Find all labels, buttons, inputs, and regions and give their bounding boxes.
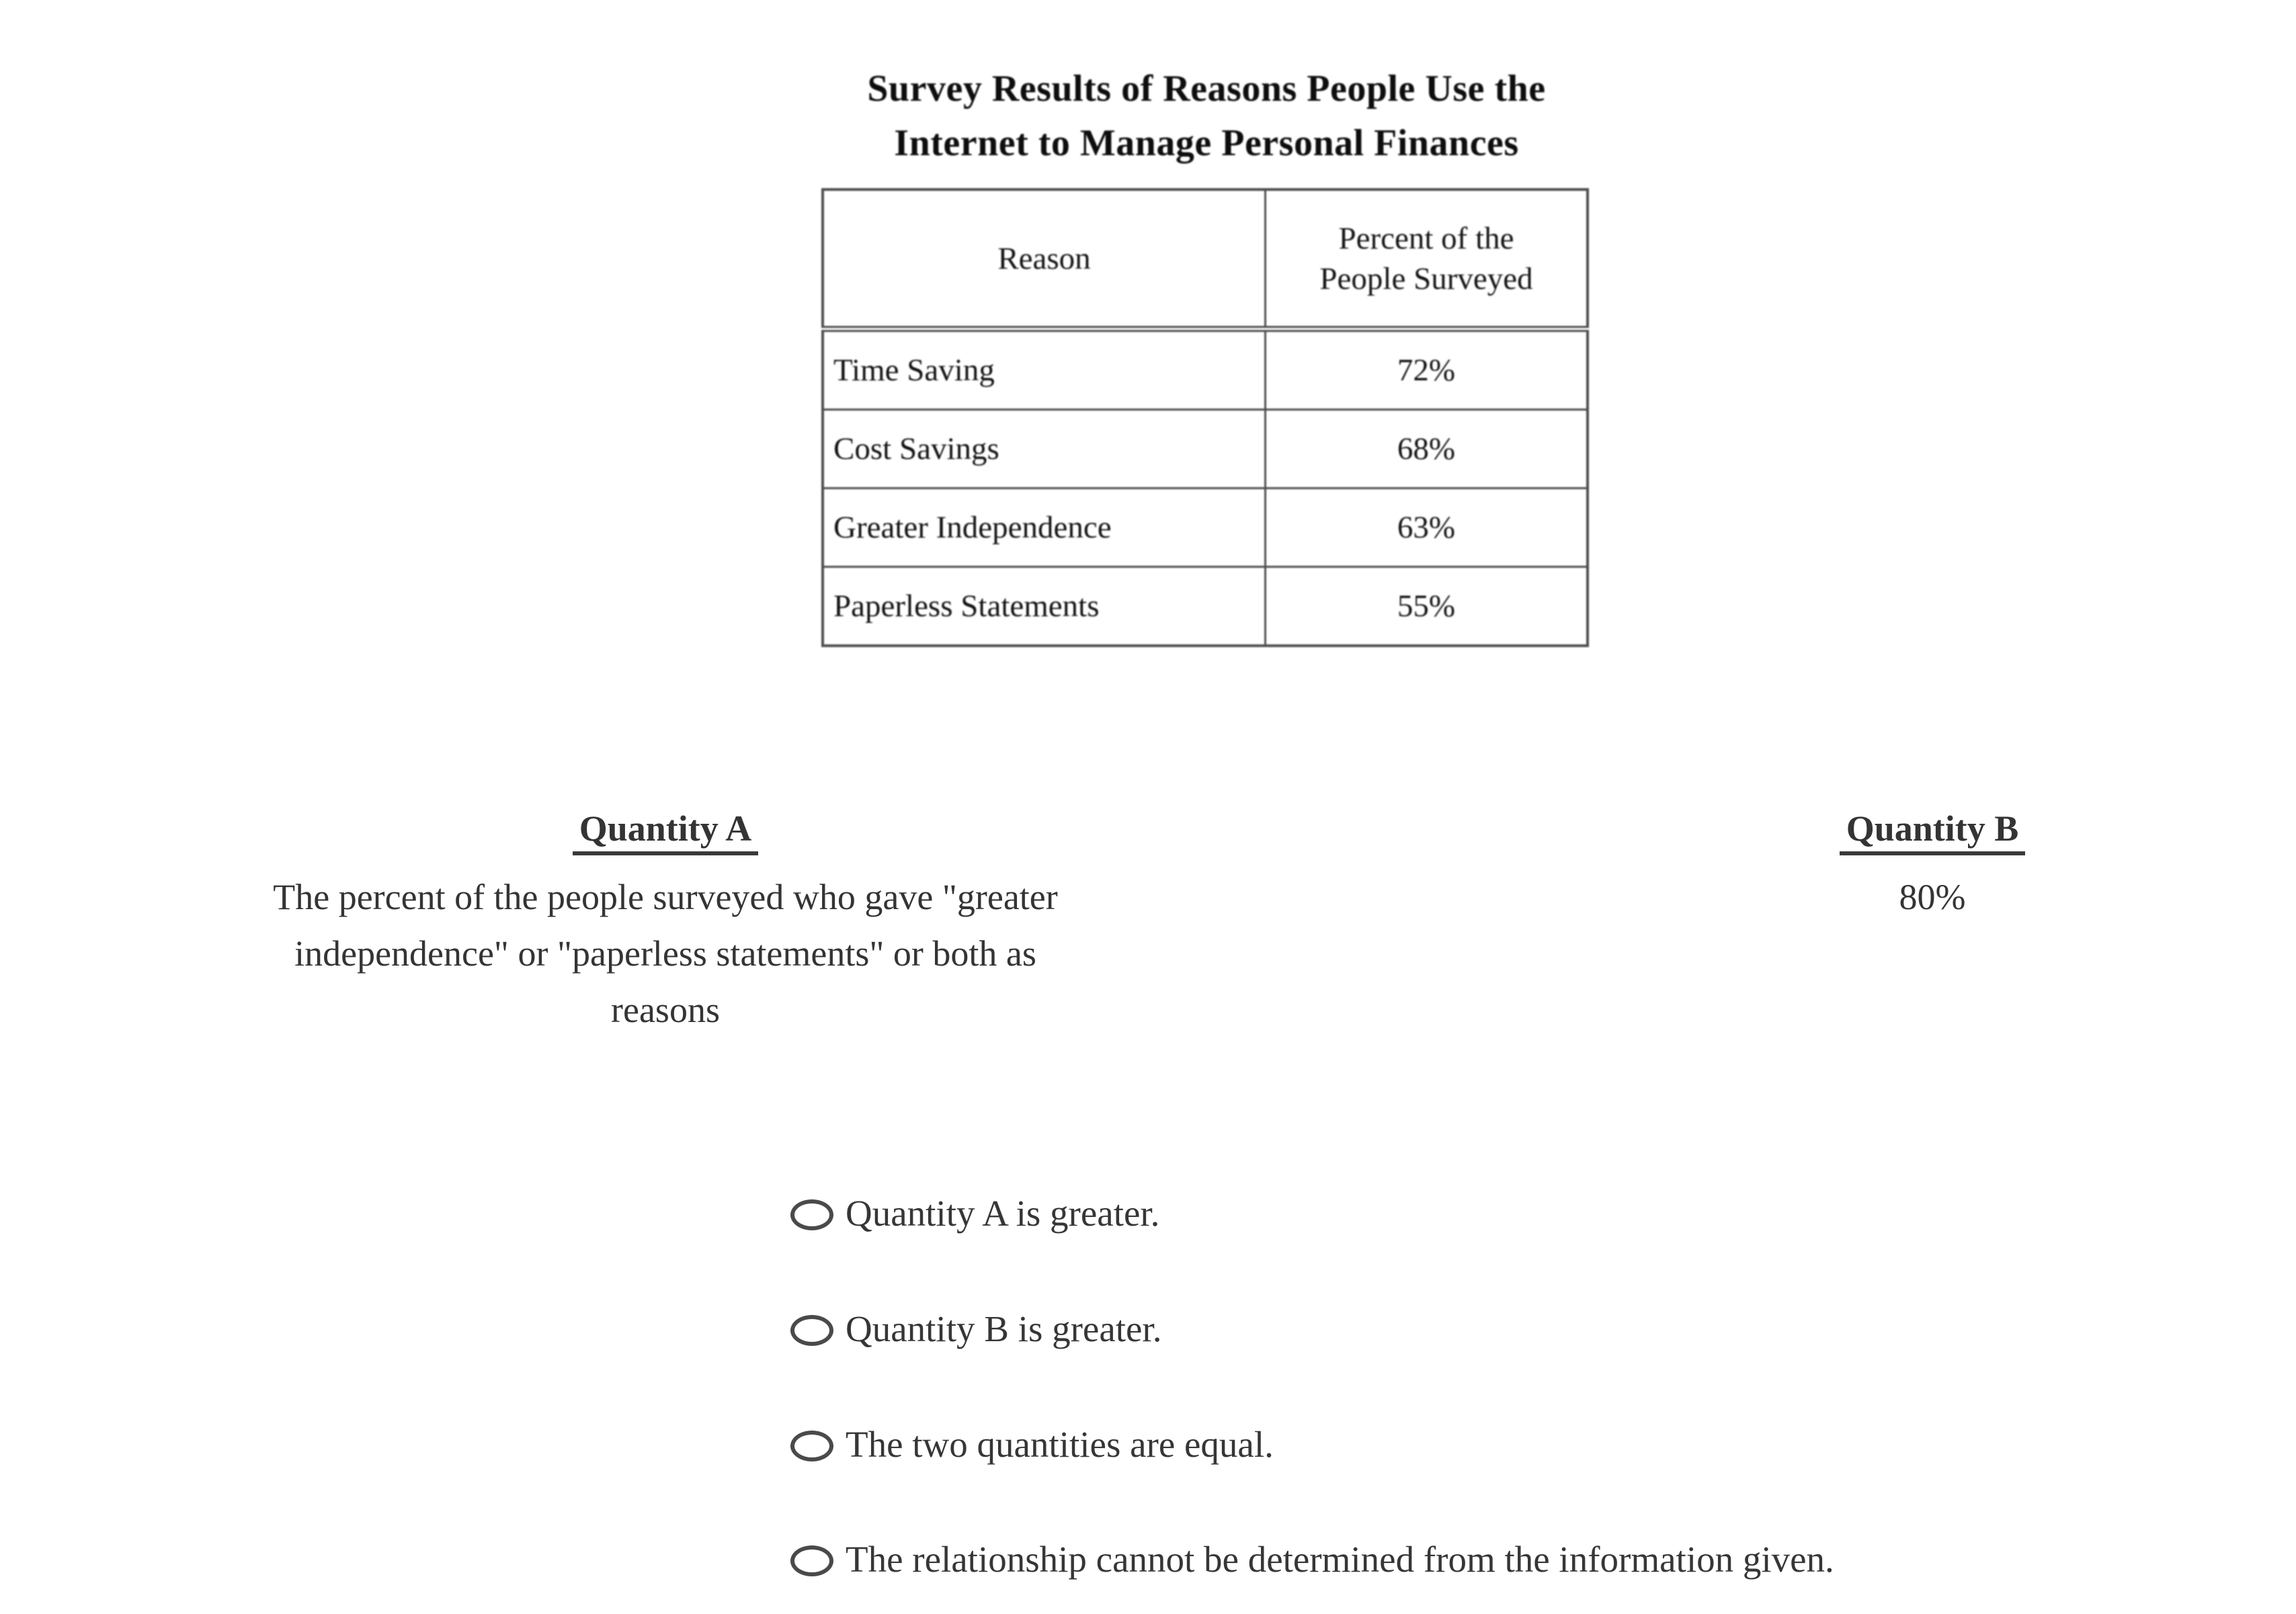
quantity-b-heading: Quantity B	[1840, 810, 2026, 855]
radio-button-icon[interactable]	[790, 1431, 833, 1461]
answer-option-quantity-a-greater[interactable]	[790, 1187, 1159, 1243]
table-row	[823, 567, 1588, 646]
answer-option-quantity-b-greater[interactable]	[790, 1302, 1161, 1359]
quantity-a-section	[192, 810, 1139, 1038]
survey-figure-title	[770, 62, 1643, 171]
table-row	[823, 410, 1588, 489]
table-row	[823, 489, 1588, 567]
quantity-b-section	[1727, 810, 2137, 925]
survey-table	[821, 188, 1589, 647]
survey-table-header-row	[823, 189, 1588, 329]
percent-cell: 68%	[1266, 410, 1588, 489]
reason-cell: Greater Independence	[823, 489, 1266, 567]
option-label[interactable]: Quantity B is greater.	[846, 1308, 1162, 1349]
percent-cell: 72%	[1266, 329, 1588, 410]
option-label[interactable]: Quantity A is greater.	[846, 1192, 1160, 1234]
reason-cell: Cost Savings	[823, 410, 1266, 489]
survey-title-line-2: Internet to Manage Personal Finances	[894, 122, 1519, 164]
quantity-a-line-2: independence" or "paperless statements" or both as	[294, 933, 1036, 974]
quantity-a-heading: Quantity A	[573, 810, 759, 855]
percent-column-header	[1266, 189, 1588, 329]
option-label[interactable]: The two quantities are equal.	[846, 1423, 1274, 1465]
reason-cell: Paperless Statements	[823, 567, 1266, 646]
reason-cell: Time Saving	[823, 329, 1266, 410]
reason-column-header: Reason	[823, 189, 1266, 329]
quantity-a-line-1: The percent of the people surveyed who gave "greater	[273, 876, 1058, 917]
radio-button-icon[interactable]	[790, 1315, 833, 1346]
quantity-a-line-3: reasons	[611, 989, 720, 1030]
option-label[interactable]: The relationship cannot be determined from the information given.	[846, 1538, 1834, 1580]
percent-cell: 63%	[1266, 489, 1588, 567]
table-row	[823, 329, 1588, 410]
radio-button-icon[interactable]	[790, 1545, 833, 1576]
answer-option-quantities-equal[interactable]	[790, 1418, 1274, 1474]
percent-cell: 55%	[1266, 567, 1588, 646]
answer-option-cannot-determine[interactable]	[790, 1533, 1834, 1589]
survey-title-line-1: Survey Results of Reasons People Use the	[867, 68, 1546, 110]
percent-header-line-1: Percent of the	[1338, 220, 1514, 256]
quantity-b-value: 80%	[1899, 876, 1966, 917]
quantity-a-description	[192, 869, 1139, 1038]
radio-button-icon[interactable]	[790, 1199, 833, 1230]
percent-header-line-2: People Surveyed	[1319, 261, 1533, 296]
